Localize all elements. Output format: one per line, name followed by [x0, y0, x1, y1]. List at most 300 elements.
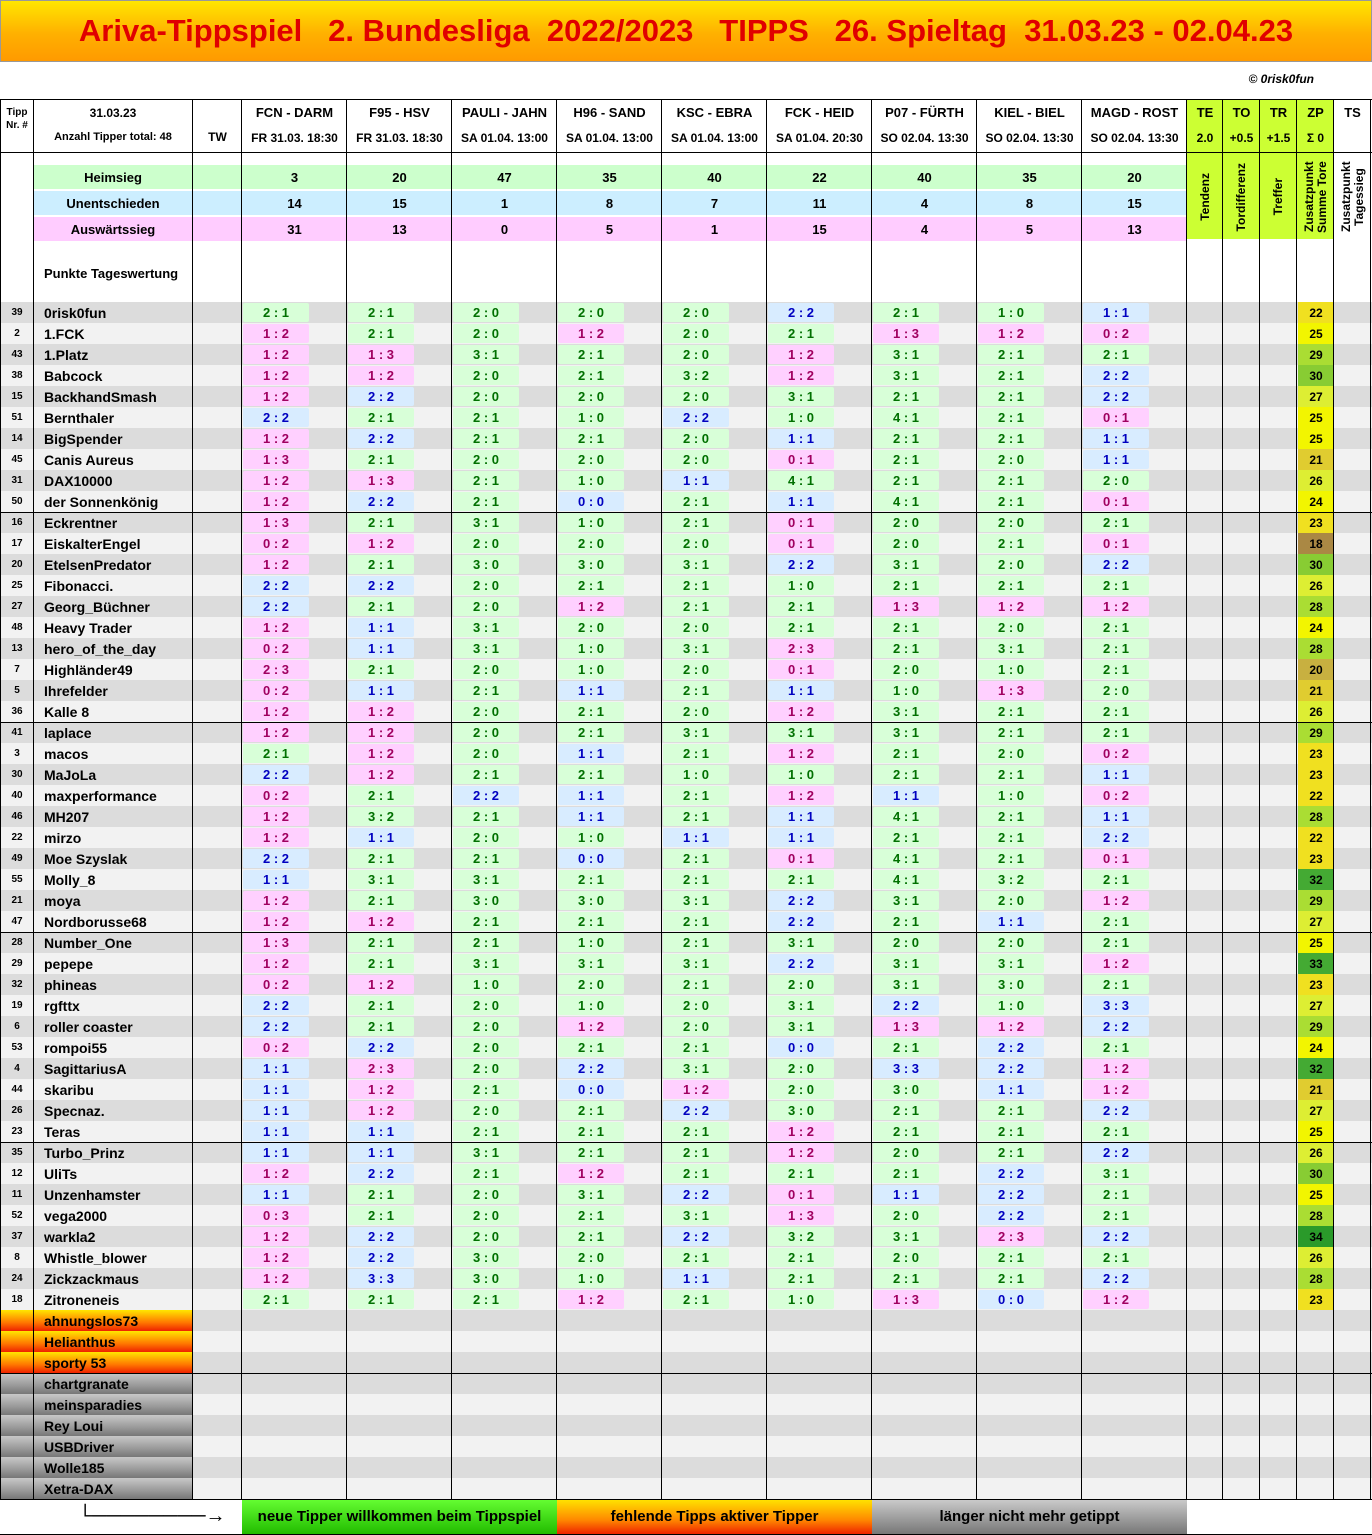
tip-cell: 3 : 1 — [873, 345, 939, 364]
tip-cell: 2 : 1 — [558, 870, 624, 889]
tip-cell: 2 : 0 — [453, 744, 519, 763]
tip-cell: 2 : 0 — [453, 597, 519, 616]
tip-cell: 2 : 0 — [558, 975, 624, 994]
tip-cell: 2 : 0 — [663, 303, 729, 322]
tipp-nr: 50 — [11, 496, 23, 507]
tip-cell: 2 : 1 — [873, 765, 939, 784]
zp-score: 18 — [1298, 533, 1334, 554]
tip-cell: 2 : 1 — [453, 681, 519, 700]
tip-cell: 1 : 1 — [663, 1269, 729, 1288]
points-label-text: Zusatzpunkt Tagessieg — [1338, 161, 1366, 233]
stats-count: 4 — [920, 195, 929, 211]
tipp-nr: 41 — [11, 727, 23, 738]
tip-cell: 2 : 1 — [453, 765, 519, 784]
match-name: F95 - HSV — [369, 104, 430, 120]
tipp-nr: 4 — [14, 1063, 20, 1074]
tip-cell: 2 : 2 — [348, 1038, 414, 1057]
tip-cell: 1 : 2 — [243, 1227, 309, 1246]
tip-cell: 1 : 2 — [243, 912, 309, 931]
tip-cell: 2 : 1 — [348, 450, 414, 469]
tip-cell: 2 : 1 — [873, 1101, 939, 1120]
tip-cell: 2 : 1 — [978, 1101, 1044, 1120]
tip-cell: 1 : 0 — [768, 1290, 834, 1309]
zp-score: 32 — [1298, 1058, 1334, 1079]
tip-cell: 3 : 0 — [978, 975, 1044, 994]
player-name: maxperformance — [44, 787, 157, 804]
tw-header: TW — [208, 130, 227, 144]
missing-player-name: sporty 53 — [44, 1354, 107, 1371]
tip-cell: 1 : 2 — [978, 324, 1044, 343]
tip-cell: 2 : 1 — [768, 324, 834, 343]
zp-score: 28 — [1298, 806, 1334, 827]
tip-cell: 1 : 1 — [978, 1080, 1044, 1099]
grid-vline — [1333, 99, 1334, 1499]
tipp-nr: 46 — [11, 811, 23, 822]
tip-cell: 1 : 1 — [348, 639, 414, 658]
tip-cell: 2 : 0 — [1083, 681, 1149, 700]
tip-cell: 1 : 2 — [243, 324, 309, 343]
tip-cell: 2 : 2 — [348, 429, 414, 448]
tip-cell: 0 : 1 — [768, 1185, 834, 1204]
tip-cell: 2 : 1 — [348, 891, 414, 910]
tipp-nr: 11 — [11, 1189, 23, 1200]
tip-cell: 2 : 1 — [663, 1122, 729, 1141]
match-name: H96 - SAND — [573, 104, 646, 120]
tip-cell: 2 : 2 — [558, 1059, 624, 1078]
tip-cell: 2 : 0 — [1083, 471, 1149, 490]
tip-cell: 2 : 1 — [978, 702, 1044, 721]
tip-cell: 2 : 1 — [558, 1143, 624, 1162]
tip-cell: 3 : 0 — [768, 1101, 834, 1120]
inactive-player-name: Xetra-DAX — [44, 1480, 114, 1497]
tip-cell: 2 : 1 — [1083, 639, 1149, 658]
tip-cell: 2 : 0 — [453, 1017, 519, 1036]
stats-label-u: Unentschieden — [66, 195, 160, 211]
tip-cell: 4 : 1 — [873, 870, 939, 889]
tip-cell: 2 : 0 — [453, 1101, 519, 1120]
tip-cell: 1 : 2 — [1083, 954, 1149, 973]
tip-cell: 1 : 2 — [348, 912, 414, 931]
tip-cell: 2 : 1 — [348, 660, 414, 679]
tip-cell: 2 : 2 — [978, 1185, 1044, 1204]
tip-cell: 2 : 3 — [978, 1227, 1044, 1246]
tip-cell: 1 : 0 — [978, 303, 1044, 322]
tip-cell: 2 : 2 — [768, 912, 834, 931]
tip-cell: 2 : 2 — [768, 954, 834, 973]
tip-cell: 1 : 1 — [348, 828, 414, 847]
tip-cell: 3 : 1 — [453, 1143, 519, 1162]
tip-cell: 1 : 0 — [558, 408, 624, 427]
tip-cell: 2 : 1 — [558, 1122, 624, 1141]
inactive-player-name: Rey Loui — [44, 1417, 104, 1434]
group-line — [0, 1373, 1372, 1374]
tip-cell: 3 : 1 — [768, 1017, 834, 1036]
grid-vline — [766, 99, 767, 1499]
tip-cell: 2 : 1 — [348, 1017, 414, 1036]
tip-cell: 2 : 0 — [873, 513, 939, 532]
player-name: Molly_8 — [44, 871, 96, 888]
tip-cell: 3 : 1 — [453, 618, 519, 637]
points-code: TS — [1344, 104, 1361, 120]
grid-vline — [1370, 99, 1371, 1499]
tip-cell: 2 : 0 — [453, 450, 519, 469]
tipp-nr: 31 — [11, 475, 23, 486]
tip-cell: 2 : 2 — [243, 849, 309, 868]
zp-score: 29 — [1298, 890, 1334, 911]
zp-score: 29 — [1298, 722, 1334, 743]
tip-cell: 2 : 1 — [768, 1269, 834, 1288]
tip-cell: 1 : 2 — [243, 723, 309, 742]
tip-cell: 2 : 0 — [453, 534, 519, 553]
tip-cell: 1 : 2 — [348, 975, 414, 994]
tipp-nr: 18 — [11, 1294, 23, 1305]
player-name: Georg_Büchner — [44, 598, 150, 615]
tip-cell: 2 : 0 — [453, 723, 519, 742]
tip-cell: 2 : 1 — [978, 765, 1044, 784]
stats-label-h: Heimsieg — [84, 169, 142, 185]
tip-cell: 0 : 1 — [768, 534, 834, 553]
zp-score: 22 — [1298, 827, 1334, 848]
tip-cell: 2 : 2 — [1083, 1269, 1149, 1288]
player-name: der Sonnenkönig — [44, 493, 159, 510]
zp-score: 23 — [1298, 848, 1334, 869]
tip-cell: 2 : 1 — [1083, 723, 1149, 742]
tip-cell: 3 : 2 — [663, 366, 729, 385]
tip-cell: 1 : 2 — [1083, 1290, 1149, 1309]
tip-cell: 1 : 1 — [243, 1143, 309, 1162]
tip-cell: 2 : 0 — [663, 1017, 729, 1036]
zp-score: 23 — [1298, 764, 1334, 785]
tip-cell: 2 : 2 — [243, 1017, 309, 1036]
tip-cell: 1 : 2 — [348, 765, 414, 784]
tipp-nr: 5 — [14, 685, 20, 696]
points-label — [1223, 155, 1260, 239]
stats-count: 8 — [605, 195, 614, 211]
tip-cell: 1 : 2 — [348, 702, 414, 721]
tip-cell: 0 : 3 — [243, 1206, 309, 1225]
zp-score: 26 — [1298, 1247, 1334, 1268]
tip-cell: 2 : 1 — [558, 765, 624, 784]
points-code: TO — [1232, 104, 1251, 120]
tip-cell: 2 : 0 — [663, 387, 729, 406]
tip-cell: 1 : 1 — [348, 1122, 414, 1141]
player-name: skaribu — [44, 1081, 94, 1098]
zp-score: 30 — [1298, 554, 1334, 575]
tip-cell: 2 : 2 — [1083, 1143, 1149, 1162]
points-value: +1.5 — [1266, 131, 1291, 145]
tip-cell: 2 : 1 — [663, 912, 729, 931]
tip-cell: 1 : 2 — [768, 1143, 834, 1162]
player-name: SagittariusA — [44, 1060, 127, 1077]
tip-cell: 1 : 2 — [558, 1017, 624, 1036]
tip-cell: 2 : 0 — [453, 324, 519, 343]
tip-cell: 1 : 2 — [243, 618, 309, 637]
tip-cell: 4 : 1 — [873, 408, 939, 427]
stats-count: 15 — [812, 221, 827, 237]
tip-cell: 3 : 0 — [453, 891, 519, 910]
tip-cell: 2 : 1 — [348, 303, 414, 322]
tip-cell: 2 : 1 — [663, 1248, 729, 1267]
zp-score: 21 — [1298, 449, 1334, 470]
tip-cell: 1 : 0 — [558, 471, 624, 490]
tip-cell: 1 : 2 — [243, 1248, 309, 1267]
player-name: Heavy Trader — [44, 619, 132, 636]
tip-cell: 2 : 1 — [558, 576, 624, 595]
tip-cell: 2 : 1 — [873, 450, 939, 469]
table-row — [0, 1436, 1372, 1457]
zp-score: 29 — [1298, 344, 1334, 365]
tip-cell: 2 : 1 — [663, 1143, 729, 1162]
player-name: 1.FCK — [44, 325, 85, 342]
inactive-player-name: chartgranate — [44, 1375, 129, 1392]
tip-cell: 2 : 1 — [978, 408, 1044, 427]
tip-cell: 2 : 1 — [558, 723, 624, 742]
tip-cell: 2 : 1 — [873, 912, 939, 931]
tipp-nr: 6 — [14, 1021, 20, 1032]
tip-cell: 1 : 0 — [978, 996, 1044, 1015]
zp-score: 30 — [1298, 1163, 1334, 1184]
player-name: DAX10000 — [44, 472, 113, 489]
group-line — [0, 722, 1372, 723]
tipp-nr: 3 — [14, 748, 20, 759]
tip-cell: 1 : 2 — [558, 1290, 624, 1309]
zp-score: 30 — [1298, 365, 1334, 386]
tip-cell: 2 : 2 — [348, 576, 414, 595]
tip-cell: 1 : 3 — [873, 597, 939, 616]
grid-vline — [451, 99, 452, 1499]
tip-cell: 1 : 2 — [348, 366, 414, 385]
tip-cell: 4 : 1 — [873, 807, 939, 826]
tip-cell: 2 : 1 — [1083, 870, 1149, 889]
tip-cell: 2 : 1 — [978, 1269, 1044, 1288]
tip-cell: 3 : 1 — [873, 1227, 939, 1246]
tip-cell: 2 : 1 — [453, 408, 519, 427]
tip-cell: 2 : 1 — [348, 597, 414, 616]
tip-cell: 1 : 1 — [978, 912, 1044, 931]
points-code: TR — [1269, 104, 1288, 120]
zp-score: 27 — [1298, 1100, 1334, 1121]
tip-cell: 4 : 1 — [873, 492, 939, 511]
match-name: PAULI - JAHN — [462, 104, 547, 120]
tip-cell: 2 : 1 — [873, 828, 939, 847]
tip-cell: 2 : 1 — [978, 366, 1044, 385]
tip-cell: 1 : 2 — [243, 387, 309, 406]
tip-cell: 2 : 2 — [978, 1038, 1044, 1057]
tip-cell: 3 : 3 — [873, 1059, 939, 1078]
tip-cell: 1 : 1 — [768, 828, 834, 847]
tip-cell: 0 : 1 — [1083, 534, 1149, 553]
stats-count: 5 — [605, 221, 614, 237]
tip-cell: 2 : 1 — [978, 828, 1044, 847]
grid-vline — [241, 99, 242, 1499]
player-name: vega2000 — [44, 1207, 108, 1224]
tip-cell: 0 : 1 — [1083, 408, 1149, 427]
match-name: FCK - HEID — [784, 104, 855, 120]
tip-cell: 0 : 2 — [243, 1038, 309, 1057]
stats-count: 14 — [287, 195, 302, 211]
tip-cell: 2 : 0 — [768, 1080, 834, 1099]
tip-cell: 2 : 2 — [1083, 555, 1149, 574]
tip-cell: 2 : 0 — [453, 576, 519, 595]
match-time: SA 01.04. 13:00 — [461, 131, 548, 145]
tip-cell: 3 : 1 — [663, 1059, 729, 1078]
player-name: Canis Aureus — [44, 451, 134, 468]
tip-cell: 2 : 1 — [978, 429, 1044, 448]
tip-cell: 2 : 1 — [348, 996, 414, 1015]
table-row — [0, 1415, 1372, 1436]
tip-cell: 2 : 1 — [978, 345, 1044, 364]
tip-cell: 3 : 1 — [873, 702, 939, 721]
tipp-nr: 51 — [11, 412, 23, 423]
tip-cell: 2 : 0 — [873, 1143, 939, 1162]
tip-cell: 1 : 2 — [243, 492, 309, 511]
tip-cell: 2 : 1 — [873, 1164, 939, 1183]
tip-cell: 1 : 0 — [558, 660, 624, 679]
tip-cell: 2 : 1 — [1083, 702, 1149, 721]
punkte-label: Punkte Tageswertung — [44, 265, 179, 281]
tip-cell: 1 : 1 — [663, 471, 729, 490]
tip-cell: 1 : 3 — [348, 345, 414, 364]
zp-score: 33 — [1298, 953, 1334, 974]
stats-count: 1 — [500, 195, 509, 211]
tip-cell: 1 : 0 — [768, 576, 834, 595]
stats-count: 3 — [290, 169, 299, 185]
tip-cell: 2 : 1 — [663, 513, 729, 532]
stats-count: 7 — [710, 195, 719, 211]
tip-cell: 2 : 0 — [558, 450, 624, 469]
tip-cell: 1 : 2 — [348, 723, 414, 742]
tip-cell: 3 : 1 — [873, 975, 939, 994]
tip-cell: 2 : 2 — [663, 1227, 729, 1246]
points-label — [1334, 155, 1371, 239]
zp-score: 26 — [1298, 470, 1334, 491]
player-name: mirzo — [44, 829, 82, 846]
tip-cell: 2 : 1 — [978, 534, 1044, 553]
tip-cell: 1 : 0 — [558, 828, 624, 847]
tip-cell: 2 : 1 — [243, 744, 309, 763]
player-name: BigSpender — [44, 430, 123, 447]
points-code: ZP — [1307, 104, 1324, 120]
tip-cell: 1 : 2 — [768, 366, 834, 385]
tipp-nr: 53 — [11, 1042, 23, 1053]
tip-cell: 2 : 2 — [243, 576, 309, 595]
match-time: SA 01.04. 13:00 — [671, 131, 758, 145]
grid-vline — [1081, 99, 1082, 1499]
tip-cell: 2 : 2 — [873, 996, 939, 1015]
tipp-nr: 48 — [11, 622, 23, 633]
tip-cell: 2 : 2 — [978, 1206, 1044, 1225]
tip-cell: 2 : 2 — [453, 786, 519, 805]
tip-cell: 1 : 2 — [663, 1080, 729, 1099]
player-name: roller coaster — [44, 1018, 133, 1035]
player-name: warkla2 — [44, 1228, 96, 1245]
tip-cell: 1 : 3 — [348, 471, 414, 490]
tip-cell: 4 : 1 — [768, 471, 834, 490]
points-value: 2.0 — [1196, 131, 1214, 145]
legend-inactive: länger nicht mehr getippt — [872, 1499, 1187, 1534]
stats-count: 15 — [1127, 195, 1142, 211]
tip-cell: 2 : 1 — [243, 303, 309, 322]
tip-cell: 1 : 1 — [243, 870, 309, 889]
tip-cell: 0 : 2 — [243, 534, 309, 553]
tip-cell: 0 : 0 — [768, 1038, 834, 1057]
player-name: laplace — [44, 724, 92, 741]
zp-score: 21 — [1298, 1079, 1334, 1100]
tipp-nr: 14 — [11, 433, 23, 444]
tipp-nr: 29 — [11, 958, 23, 969]
tip-cell: 2 : 1 — [978, 471, 1044, 490]
tip-cell: 1 : 0 — [873, 681, 939, 700]
tipp-nr: 7 — [14, 664, 20, 675]
stats-count: 13 — [1127, 221, 1142, 237]
match-name: KSC - EBRA — [676, 104, 753, 120]
tip-cell: 0 : 0 — [558, 849, 624, 868]
tip-cell: 2 : 1 — [453, 1122, 519, 1141]
tip-cell: 3 : 1 — [873, 954, 939, 973]
tip-cell: 2 : 1 — [873, 1269, 939, 1288]
zp-score: 26 — [1298, 575, 1334, 596]
tip-cell: 1 : 2 — [558, 324, 624, 343]
player-name: Eckrentner — [44, 514, 118, 531]
tip-cell: 2 : 2 — [348, 1164, 414, 1183]
tip-cell: 2 : 1 — [558, 429, 624, 448]
tip-cell: 2 : 2 — [978, 1164, 1044, 1183]
player-name: moya — [44, 892, 81, 909]
stats-count: 11 — [812, 195, 827, 211]
points-label — [1187, 155, 1223, 239]
tip-cell: 2 : 1 — [558, 366, 624, 385]
zp-score: 29 — [1298, 1016, 1334, 1037]
tip-cell: 2 : 2 — [243, 597, 309, 616]
zp-score: 28 — [1298, 638, 1334, 659]
tip-cell: 0 : 2 — [1083, 324, 1149, 343]
tip-cell: 2 : 1 — [978, 576, 1044, 595]
tip-cell: 2 : 2 — [348, 1227, 414, 1246]
tip-cell: 2 : 2 — [768, 891, 834, 910]
tip-cell: 1 : 3 — [978, 681, 1044, 700]
tip-cell: 1 : 2 — [243, 954, 309, 973]
zp-score: 28 — [1298, 1205, 1334, 1226]
stats-count: 20 — [392, 169, 407, 185]
tip-cell: 1 : 3 — [873, 324, 939, 343]
inactive-player-name: USBDriver — [44, 1438, 115, 1455]
tip-cell: 2 : 1 — [558, 345, 624, 364]
tip-cell: 2 : 1 — [1083, 975, 1149, 994]
tip-cell: 1 : 1 — [768, 681, 834, 700]
tip-cell: 1 : 1 — [873, 1185, 939, 1204]
zp-score: 23 — [1298, 743, 1334, 764]
points-label — [1297, 155, 1334, 239]
zp-score: 24 — [1298, 1037, 1334, 1058]
player-name: BackhandSmash — [44, 388, 157, 405]
tip-cell: 0 : 0 — [558, 1080, 624, 1099]
tip-cell: 1 : 0 — [768, 408, 834, 427]
tip-cell: 3 : 1 — [663, 639, 729, 658]
grid-vline — [346, 99, 347, 1499]
legend-arrow: └────────→ — [78, 1504, 226, 1527]
tip-cell: 1 : 0 — [558, 933, 624, 952]
tip-cell: 2 : 1 — [453, 1290, 519, 1309]
tip-cell: 1 : 1 — [768, 492, 834, 511]
tip-cell: 1 : 1 — [768, 429, 834, 448]
tip-cell: 1 : 1 — [1083, 807, 1149, 826]
tip-cell: 1 : 2 — [243, 702, 309, 721]
tip-cell: 2 : 1 — [978, 723, 1044, 742]
group-line — [0, 932, 1372, 933]
tip-cell: 1 : 1 — [558, 807, 624, 826]
player-name: Highländer49 — [44, 661, 133, 678]
stats-count: 35 — [1022, 169, 1037, 185]
